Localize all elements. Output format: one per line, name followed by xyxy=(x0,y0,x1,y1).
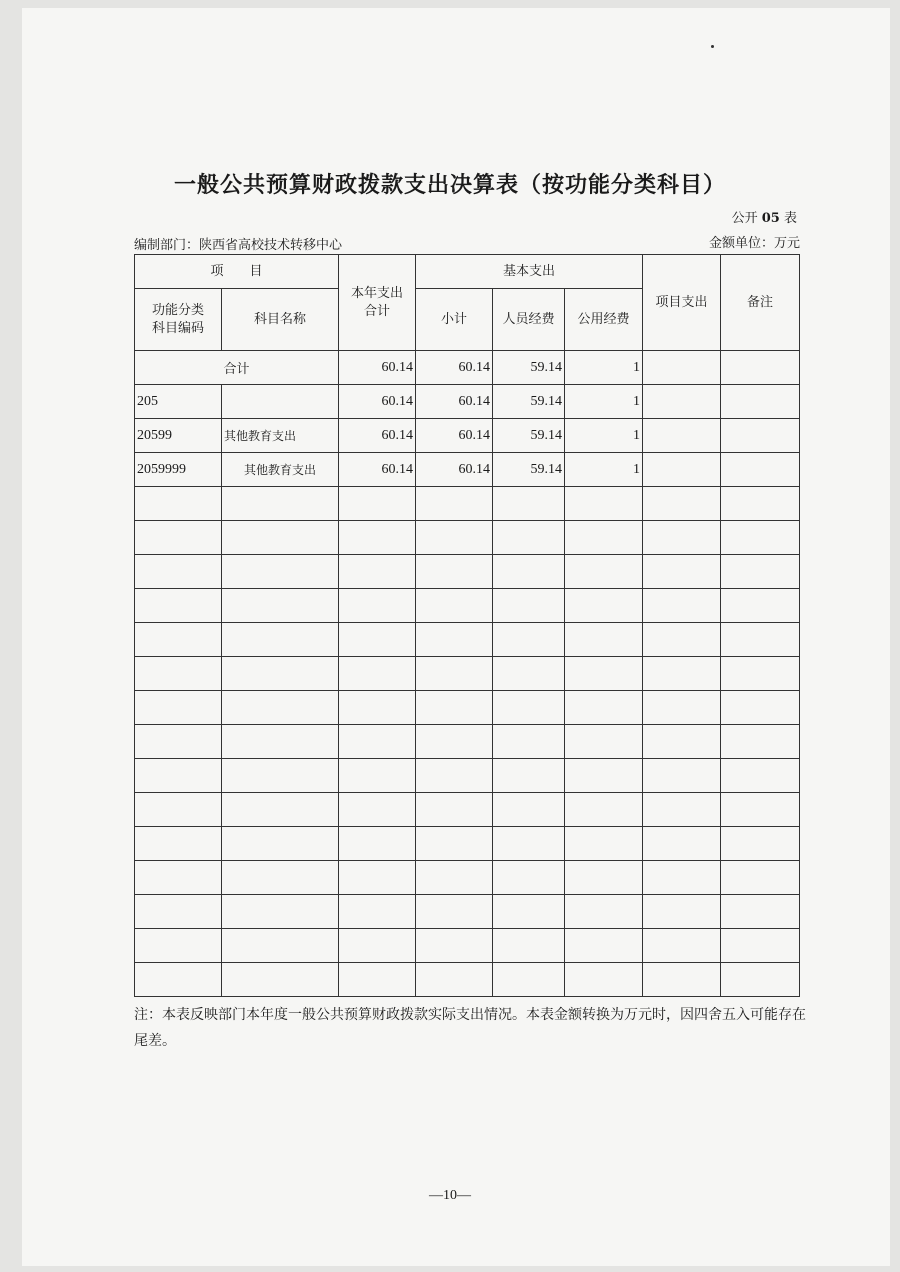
empty-cell xyxy=(416,759,493,793)
empty-cell xyxy=(643,827,721,861)
empty-cell xyxy=(222,657,339,691)
empty-cell xyxy=(135,861,222,895)
empty-cell xyxy=(339,657,416,691)
empty-cell xyxy=(493,793,565,827)
empty-cell xyxy=(721,521,800,555)
empty-cell xyxy=(643,963,721,997)
empty-cell xyxy=(135,623,222,657)
empty-row xyxy=(135,895,800,929)
empty-row xyxy=(135,725,800,759)
empty-cell xyxy=(721,487,800,521)
summary-total: 60.14 xyxy=(339,351,416,385)
empty-cell xyxy=(565,623,643,657)
empty-cell xyxy=(721,861,800,895)
row-project-expense xyxy=(643,453,721,487)
empty-cell xyxy=(416,487,493,521)
empty-cell xyxy=(222,793,339,827)
empty-cell xyxy=(643,555,721,589)
empty-cell xyxy=(643,657,721,691)
row-total: 60.14 xyxy=(339,453,416,487)
empty-row xyxy=(135,521,800,555)
empty-cell xyxy=(565,589,643,623)
empty-rows xyxy=(135,487,800,997)
empty-cell xyxy=(721,963,800,997)
footnote: 注：本表反映部门本年度一般公共预算财政拨款实际支出情况。本表金额转换为万元时，因四舍五入可能存在尾差。 xyxy=(134,1007,806,1049)
empty-cell xyxy=(135,725,222,759)
empty-cell xyxy=(135,929,222,963)
empty-cell xyxy=(493,963,565,997)
empty-cell xyxy=(643,623,721,657)
empty-row xyxy=(135,793,800,827)
empty-cell xyxy=(135,963,222,997)
budget-table xyxy=(134,254,800,997)
empty-cell xyxy=(222,487,339,521)
empty-cell xyxy=(493,555,565,589)
row-total: 60.14 xyxy=(339,419,416,453)
empty-cell xyxy=(339,589,416,623)
row-remark xyxy=(721,419,800,453)
empty-cell xyxy=(721,827,800,861)
empty-cell xyxy=(339,555,416,589)
empty-cell xyxy=(721,725,800,759)
table-row xyxy=(135,385,800,419)
empty-row xyxy=(135,963,800,997)
empty-cell xyxy=(135,691,222,725)
empty-cell xyxy=(493,827,565,861)
empty-cell xyxy=(416,657,493,691)
empty-cell xyxy=(416,589,493,623)
form-number-prefix: 公开 xyxy=(731,211,758,226)
empty-cell xyxy=(222,963,339,997)
header-subtotal: 小计 xyxy=(416,289,493,351)
table-row xyxy=(135,419,800,453)
empty-row xyxy=(135,827,800,861)
empty-cell xyxy=(135,555,222,589)
row-total: 60.14 xyxy=(339,385,416,419)
empty-cell xyxy=(339,623,416,657)
row-name xyxy=(222,385,339,419)
empty-row xyxy=(135,861,800,895)
empty-cell xyxy=(135,759,222,793)
empty-cell xyxy=(135,487,222,521)
empty-cell xyxy=(222,861,339,895)
empty-cell xyxy=(416,623,493,657)
empty-row xyxy=(135,555,800,589)
page-number: —10— xyxy=(429,1188,471,1203)
empty-cell xyxy=(493,725,565,759)
unit-label: 金额单位：万元 xyxy=(708,236,800,251)
empty-cell xyxy=(565,929,643,963)
header-total: 本年支出 合计 xyxy=(339,255,416,351)
empty-cell xyxy=(339,725,416,759)
empty-cell xyxy=(416,521,493,555)
empty-cell xyxy=(416,691,493,725)
empty-cell xyxy=(721,793,800,827)
empty-cell xyxy=(721,759,800,793)
row-code: 20599 xyxy=(135,419,222,453)
empty-cell xyxy=(135,589,222,623)
row-public: 1 xyxy=(565,419,643,453)
empty-cell xyxy=(339,827,416,861)
empty-cell xyxy=(222,521,339,555)
row-public: 1 xyxy=(565,385,643,419)
empty-cell xyxy=(565,861,643,895)
header-basic: 基本支出 xyxy=(416,255,643,289)
summary-public: 1 xyxy=(565,351,643,385)
empty-cell xyxy=(416,827,493,861)
empty-cell xyxy=(493,657,565,691)
empty-cell xyxy=(721,895,800,929)
header-remark: 备注 xyxy=(721,255,800,351)
table-row xyxy=(135,453,800,487)
summary-row xyxy=(135,351,800,385)
row-project-expense xyxy=(643,419,721,453)
row-personnel: 59.14 xyxy=(493,385,565,419)
empty-cell xyxy=(339,521,416,555)
empty-cell xyxy=(135,657,222,691)
empty-cell xyxy=(565,963,643,997)
empty-cell xyxy=(339,895,416,929)
empty-cell xyxy=(643,589,721,623)
empty-cell xyxy=(721,589,800,623)
empty-cell xyxy=(565,895,643,929)
summary-project-expense xyxy=(643,351,721,385)
empty-cell xyxy=(565,555,643,589)
empty-cell xyxy=(416,895,493,929)
empty-cell xyxy=(721,657,800,691)
empty-row xyxy=(135,929,800,963)
empty-cell xyxy=(721,623,800,657)
empty-cell xyxy=(416,725,493,759)
row-name: 其他教育支出 xyxy=(222,419,339,453)
row-remark xyxy=(721,385,800,419)
scan-speck xyxy=(711,45,714,48)
empty-cell xyxy=(493,589,565,623)
empty-cell xyxy=(339,691,416,725)
empty-cell xyxy=(339,861,416,895)
row-subtotal: 60.14 xyxy=(416,453,493,487)
empty-row xyxy=(135,589,800,623)
empty-cell xyxy=(565,759,643,793)
header-project-expense: 项目支出 xyxy=(643,255,721,351)
empty-cell xyxy=(339,759,416,793)
empty-cell xyxy=(416,793,493,827)
empty-cell xyxy=(643,929,721,963)
summary-personnel: 59.14 xyxy=(493,351,565,385)
empty-cell xyxy=(493,623,565,657)
form-number-value: 05 xyxy=(761,211,780,226)
form-number-suffix: 表 xyxy=(783,211,797,226)
department-label: 编制部门：陕西省高校技术转移中心 xyxy=(134,238,343,253)
empty-cell xyxy=(339,929,416,963)
empty-cell xyxy=(339,793,416,827)
empty-cell xyxy=(222,691,339,725)
empty-row xyxy=(135,691,800,725)
empty-cell xyxy=(565,793,643,827)
empty-cell xyxy=(643,793,721,827)
empty-cell xyxy=(416,861,493,895)
empty-cell xyxy=(643,759,721,793)
empty-cell xyxy=(643,861,721,895)
empty-cell xyxy=(416,963,493,997)
empty-cell xyxy=(493,759,565,793)
header-name: 科目名称 xyxy=(222,289,339,351)
empty-cell xyxy=(222,827,339,861)
empty-cell xyxy=(643,895,721,929)
empty-cell xyxy=(721,929,800,963)
empty-cell xyxy=(721,691,800,725)
empty-cell xyxy=(222,759,339,793)
empty-cell xyxy=(721,555,800,589)
empty-cell xyxy=(416,929,493,963)
empty-cell xyxy=(222,589,339,623)
empty-cell xyxy=(565,657,643,691)
empty-cell xyxy=(493,521,565,555)
row-personnel: 59.14 xyxy=(493,453,565,487)
empty-cell xyxy=(493,929,565,963)
row-code: 205 xyxy=(135,385,222,419)
row-remark xyxy=(721,453,800,487)
empty-row xyxy=(135,487,800,521)
empty-cell xyxy=(643,691,721,725)
empty-cell xyxy=(135,827,222,861)
document-title: 一般公共预算财政拨款支出决算表（按功能分类科目） xyxy=(173,172,726,198)
row-name: 其他教育支出 xyxy=(222,453,339,487)
empty-cell xyxy=(222,929,339,963)
empty-cell xyxy=(643,521,721,555)
summary-label: 合计 xyxy=(135,351,339,385)
empty-cell xyxy=(135,521,222,555)
row-personnel: 59.14 xyxy=(493,419,565,453)
row-subtotal: 60.14 xyxy=(416,419,493,453)
empty-cell xyxy=(565,691,643,725)
empty-cell xyxy=(339,963,416,997)
empty-row xyxy=(135,759,800,793)
empty-cell xyxy=(222,895,339,929)
empty-cell xyxy=(135,895,222,929)
empty-cell xyxy=(643,725,721,759)
empty-cell xyxy=(222,725,339,759)
empty-row xyxy=(135,623,800,657)
summary-remark xyxy=(721,351,800,385)
header-code: 功能分类 科目编码 xyxy=(135,289,222,351)
empty-cell xyxy=(493,895,565,929)
summary-subtotal: 60.14 xyxy=(416,351,493,385)
header-public: 公用经费 xyxy=(565,289,643,351)
empty-cell xyxy=(339,487,416,521)
empty-cell xyxy=(416,555,493,589)
empty-cell xyxy=(493,691,565,725)
empty-cell xyxy=(493,487,565,521)
empty-row xyxy=(135,657,800,691)
empty-cell xyxy=(565,725,643,759)
empty-cell xyxy=(493,861,565,895)
empty-cell xyxy=(565,487,643,521)
form-number xyxy=(732,207,797,226)
row-project-expense xyxy=(643,385,721,419)
empty-cell xyxy=(565,521,643,555)
row-code: 2059999 xyxy=(135,453,222,487)
row-subtotal: 60.14 xyxy=(416,385,493,419)
empty-cell xyxy=(565,827,643,861)
empty-cell xyxy=(135,793,222,827)
empty-cell xyxy=(643,487,721,521)
header-project: 项 目 xyxy=(135,255,339,289)
row-public: 1 xyxy=(565,453,643,487)
empty-cell xyxy=(222,623,339,657)
empty-cell xyxy=(222,555,339,589)
header-personnel: 人员经费 xyxy=(493,289,565,351)
